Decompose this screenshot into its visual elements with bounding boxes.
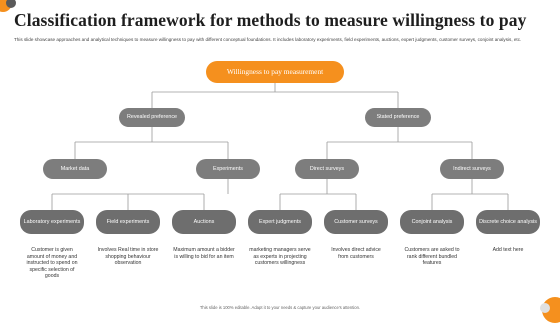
- page-subtitle: This slide showcase approaches and analytical techniques to measure willingness to pay with different conceptual foundations. It includes laboratory experiments, field experiments, auctions, expert judgments, customer surveys, conjoint analysis, etc.: [14, 37, 522, 42]
- description-field-experiments: Involves Real time in store shopping behaviour observation: [97, 247, 159, 266]
- description-laboratory-experiments: Customer is given amount of money and instructed to spend on specific selection of goods: [26, 247, 78, 279]
- node-market-data: Market data: [43, 159, 107, 179]
- page-title: Classification framework for methods to measure willingness to pay: [14, 10, 527, 30]
- node-laboratory-experiments: Laboratory experiments: [20, 210, 84, 234]
- node-discrete-choice-analysis: Discrete choice analysis: [476, 210, 540, 234]
- description-customer-surveys: Involves direct advice from customers: [331, 247, 381, 260]
- node-revealed-preference: Revealed preference: [119, 108, 185, 127]
- footer-note: This slide is 100% editable. Adapt it to your needs & capture your audience's attention.: [199, 305, 361, 310]
- description-auctions: Maximum amount a bidder is willing to bid for an item: [173, 247, 235, 260]
- corner-decoration-gray-bottom: [540, 303, 550, 313]
- description-expert-judgments: marketing managers serve as experts in projecting customers willingness: [249, 247, 311, 266]
- node-customer-surveys: Customer surveys: [324, 210, 388, 234]
- node-direct-surveys: Direct surveys: [295, 159, 359, 179]
- node-auctions: Auctions: [172, 210, 236, 234]
- node-expert-judgments: Expert judgments: [248, 210, 312, 234]
- root-node: Willingness to pay measurement: [206, 61, 344, 83]
- node-conjoint-analysis: Conjoint analysis: [400, 210, 464, 234]
- node-experiments: Experiments: [196, 159, 260, 179]
- description-discrete-choice-analysis: Add text here: [492, 247, 524, 253]
- description-conjoint-analysis: Customers are asked to rank different bundled features: [404, 247, 460, 266]
- node-field-experiments: Field experiments: [96, 210, 160, 234]
- node-stated-preference: Stated preference: [365, 108, 431, 127]
- node-indirect-surveys: Indirect surveys: [440, 159, 504, 179]
